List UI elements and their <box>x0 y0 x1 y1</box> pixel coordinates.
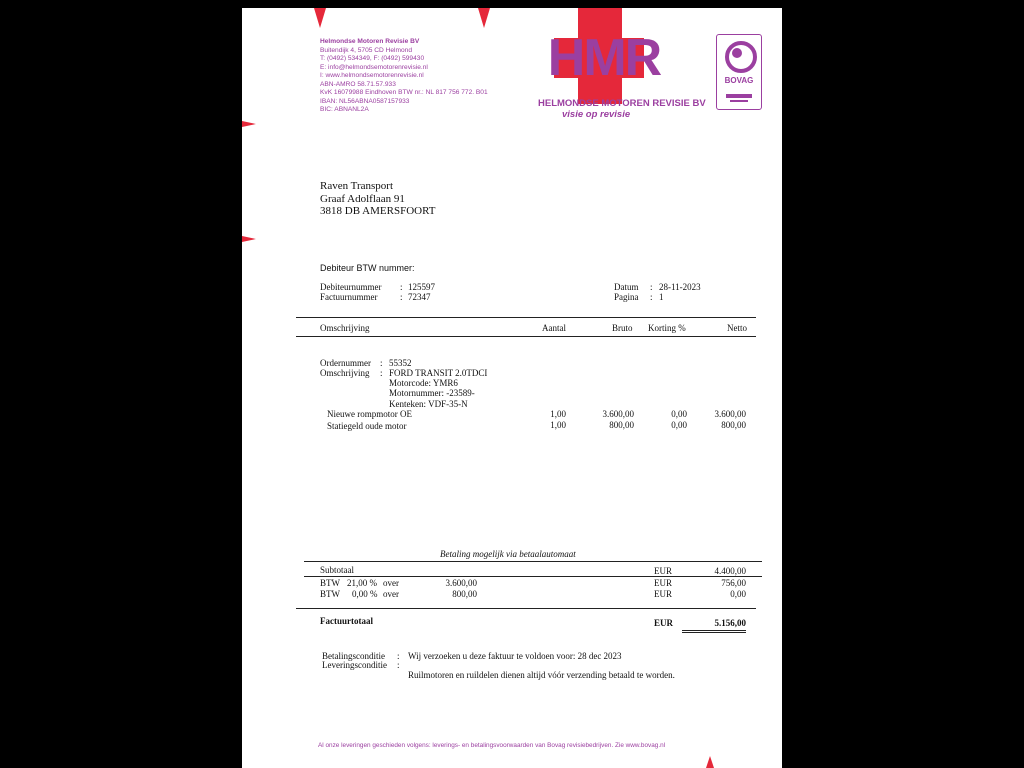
description-line: Kenteken: VDF-35-N <box>389 399 468 409</box>
conditions-note: Ruilmotoren en ruildelen dienen altijd vóór verzending betaald te worden. <box>408 670 675 680</box>
betalingsconditie-text: Wij verzoeken u deze faktuur te voldoen voor: 28 dec 2023 <box>408 651 622 661</box>
item-aantal: 1,00 <box>550 420 566 430</box>
btw-label: BTW <box>320 589 340 599</box>
leveringsconditie-label: Leveringsconditie <box>322 660 387 670</box>
total-underline <box>682 632 746 633</box>
company-website: I: www.helmondsemotorenrevisie.nl <box>320 72 424 79</box>
factuurnummer-value: 72347 <box>408 291 431 302</box>
item-desc: Nieuwe rompmotor OE <box>327 409 412 419</box>
col-header-bruto: Bruto <box>612 323 633 333</box>
btw-base: 3.600,00 <box>445 578 477 588</box>
divider <box>304 576 762 577</box>
recipient-city: 3818 DB AMERSFOORT <box>320 205 436 217</box>
btw-base: 800,00 <box>452 589 477 599</box>
meta-label: Factuurnummer <box>320 291 378 302</box>
company-line: IBAN: NL56ABNA0587157933 <box>320 97 410 105</box>
bovag-bar <box>730 100 748 102</box>
item-desc: Statiegeld oude motor <box>327 421 407 431</box>
company-line: Buitendijk 4, 5705 CD Helmond <box>320 46 412 54</box>
invoice-page <box>242 8 782 768</box>
total-underline <box>682 630 746 631</box>
btw-amount: 0,00 <box>730 589 746 599</box>
item-aantal: 1,00 <box>550 409 566 419</box>
bovag-circle-icon <box>725 41 757 73</box>
fold-mark <box>242 121 256 127</box>
item-korting: 0,00 <box>671 409 687 419</box>
invoice-meta-left: Debiteurnummer : 125597 Factuurnummer : 72347 <box>320 282 435 302</box>
footer-note: Al onze leveringen geschieden volgens: leverings- en betalingsvoorwaarden van Bovag revisiebedrijven. Zie www.bovag.nl <box>318 742 666 749</box>
item-bruto: 800,00 <box>609 420 634 430</box>
payment-note: Betaling mogelijk via betaalautomaat <box>440 549 576 559</box>
item-netto: 3.600,00 <box>714 409 746 419</box>
col-header-aantal: Aantal <box>542 323 566 333</box>
colon: : <box>380 358 383 368</box>
omschrijving-label: Omschrijving <box>320 368 370 378</box>
colon: : <box>397 651 400 661</box>
currency: EUR <box>654 566 672 576</box>
col-header-korting: Korting % <box>648 323 686 333</box>
col-header-netto: Netto <box>727 323 747 333</box>
col-header-omschrijving: Omschrijving <box>320 323 370 333</box>
colon: : <box>380 368 383 378</box>
meta-label: Datum <box>614 282 639 292</box>
btw-label: BTW <box>320 578 340 588</box>
company-email: E: info@helmondsemotorenrevisie.nl <box>320 63 428 71</box>
logo-slogan: visie op revisie <box>562 109 631 120</box>
betalingsconditie-label: Betalingsconditie <box>322 651 385 661</box>
bovag-logo <box>716 34 762 110</box>
meta-label: Debiteurnummer <box>320 282 382 292</box>
btw-amount: 756,00 <box>721 578 746 588</box>
company-line: ABN-AMRO 58.71.57.933 <box>320 80 396 88</box>
item-netto: 800,00 <box>721 420 746 430</box>
company-name: Helmondse Motoren Revisie BV <box>320 38 420 45</box>
btw-pct: 21,00 % <box>347 578 377 588</box>
company-line: KvK 16079988 Eindhoven BTW nr.: NL 817 756 772. B01 <box>320 89 488 96</box>
company-info <box>320 38 488 115</box>
hmr-logo <box>536 8 706 128</box>
bovag-bar <box>726 94 752 98</box>
subtotaal-value: 4.400,00 <box>714 566 746 576</box>
factuurtotaal-value: 5.156,00 <box>714 618 746 628</box>
description-line: Motornummer: -23589- <box>389 388 475 398</box>
subtotaal-label: Subtotaal <box>320 565 354 575</box>
btw-over: over <box>383 578 399 588</box>
invoice-meta-right: Datum : 28-11-2023 Pagina : 1 <box>614 282 701 302</box>
description-line: FORD TRANSIT 2.0TDCI <box>389 368 488 378</box>
divider <box>296 336 756 337</box>
pagina-value: 1 <box>659 291 664 302</box>
company-line: BIC: ABNANL2A <box>320 106 369 113</box>
ordernummer-value: 55352 <box>389 358 412 368</box>
btw-pct: 0,00 % <box>352 589 378 599</box>
debiteurnummer-value: 125597 <box>408 282 435 292</box>
ordernummer-label: Ordernummer <box>320 358 371 368</box>
recipient-street: Graaf Adolflaan 91 <box>320 192 405 205</box>
colon: : <box>397 660 400 670</box>
currency: EUR <box>654 578 672 588</box>
fold-mark <box>314 8 326 28</box>
bovag-text: BOVAG <box>724 76 754 85</box>
fold-mark <box>478 8 490 28</box>
recipient-name: Raven Transport <box>320 180 394 192</box>
bovag-dot-icon <box>732 48 742 58</box>
fold-mark <box>706 756 714 768</box>
divider <box>296 317 756 318</box>
company-line: T: (0492) 534349, F: (0492) 599430 <box>320 55 425 62</box>
divider <box>296 608 756 609</box>
divider <box>304 561 762 562</box>
meta-label: Pagina <box>614 291 639 302</box>
item-bruto: 3.600,00 <box>602 409 634 419</box>
datum-value: 28-11-2023 <box>659 282 701 292</box>
currency: EUR <box>654 589 672 599</box>
logo-name: HELMONDSE MOTOREN REVISIE BV <box>538 98 706 109</box>
fold-mark <box>242 236 256 242</box>
factuurtotaal-label: Factuurtotaal <box>320 616 373 626</box>
recipient-address <box>320 180 435 218</box>
description-line: Motorcode: YMR6 <box>389 378 458 388</box>
debiteur-btw-label: Debiteur BTW nummer: <box>320 263 415 273</box>
btw-over: over <box>383 589 399 599</box>
currency: EUR <box>654 618 674 628</box>
logo-letters: HMR <box>547 29 661 87</box>
item-korting: 0,00 <box>671 420 687 430</box>
